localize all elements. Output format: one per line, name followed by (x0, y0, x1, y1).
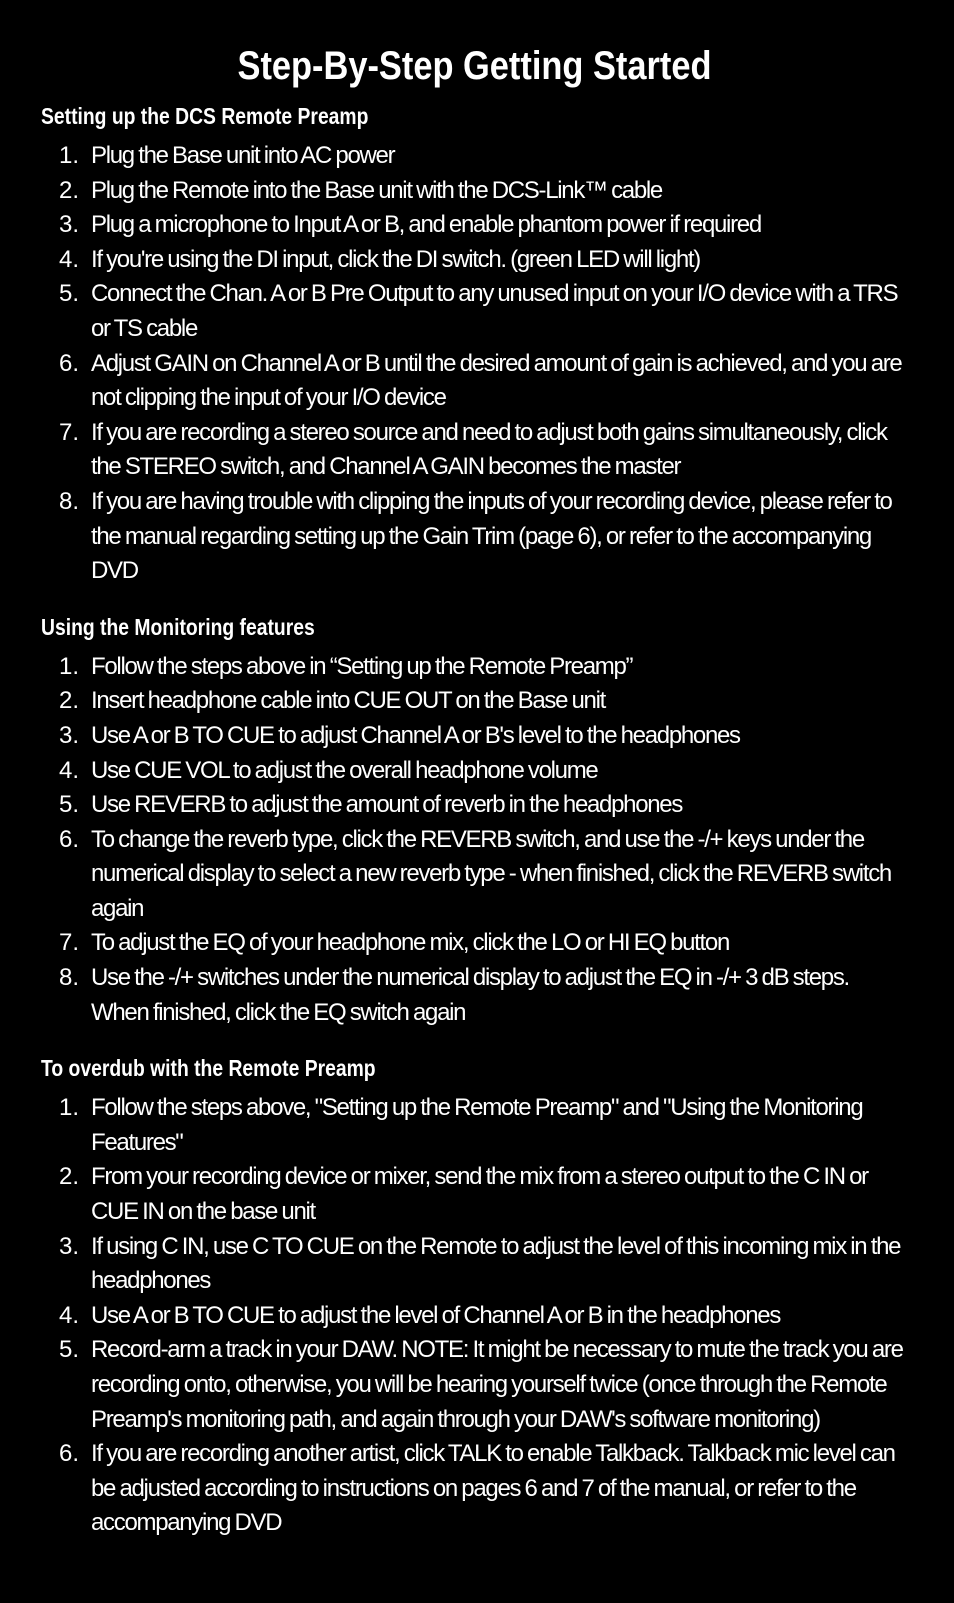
steps-list (41, 139, 908, 589)
step-number: 1. (58, 652, 79, 680)
step-number: 7. (58, 929, 79, 957)
step-text: Adjust GAIN on Channel A or B until the desired amount of gain is achieved, and you are not clipping the input of your I/O device (91, 349, 902, 412)
step-text: Use A or B TO CUE to adjust the level of Channel A or B in the headphones (91, 1301, 781, 1329)
step-number: 3. (58, 1232, 79, 1260)
instruction-section (41, 100, 908, 589)
list-item (41, 139, 908, 174)
step-number: 4. (58, 756, 79, 784)
list-item (41, 1091, 908, 1160)
step-number: 2. (58, 687, 79, 715)
step-text: Follow the steps above in “Setting up the Remote Preamp” (91, 652, 633, 680)
step-text: Plug the Remote into the Base unit with the DCS-Link™ cable (91, 176, 662, 204)
step-number: 5. (58, 791, 79, 819)
list-item (41, 1160, 908, 1229)
step-text: Insert headphone cable into CUE OUT on the Base unit (91, 687, 605, 715)
step-number: 6. (58, 349, 79, 377)
step-number: 5. (58, 280, 79, 308)
instruction-section (41, 611, 908, 1031)
step-text: Plug the Base unit into AC power (91, 142, 395, 169)
step-number: 3. (58, 721, 79, 749)
list-item (41, 243, 908, 278)
list-item (41, 650, 908, 685)
step-number: 2. (58, 176, 79, 204)
step-number: 7. (58, 418, 79, 446)
step-text: If using C IN, use C TO CUE on the Remote to adjust the level of this incoming mix in the headphones (91, 1232, 901, 1295)
step-text: If you are recording another artist, click TALK to enable Talkback. Talkback mic level can be adjusted according to instructions on pages 6 and 7 of the manual, or refer to the accompanying DVD (91, 1440, 895, 1537)
step-text: Use A or B TO CUE to adjust Channel A or B's level to the headphones (91, 721, 740, 749)
step-text: To adjust the EQ of your headphone mix, click the LO or HI EQ button (91, 929, 729, 957)
section-heading: To overdub with the Remote Preamp (41, 1055, 376, 1082)
step-text: If you're using the DI input, click the DI switch. (green LED will light) (91, 245, 700, 273)
list-item (41, 1299, 908, 1334)
step-number: 1. (58, 1094, 79, 1122)
list-item (41, 684, 908, 719)
step-text: To change the reverb type, click the REVERB switch, and use the -/+ keys under the numerical display to select a new reverb type - when finished, click the REVERB switch again (91, 825, 891, 922)
step-text: Use CUE VOL to adjust the overall headphone volume (91, 756, 598, 784)
list-item (41, 1333, 908, 1437)
step-number: 1. (58, 142, 79, 169)
step-number: 8. (58, 487, 79, 515)
step-text: Record-arm a track in your DAW. NOTE: It might be necessary to mute the track you are recording onto, otherwise, you will be hearing yourself twice (once through the Remote Preamp's monitoring path, and again through your DAW's software monitoring) (91, 1336, 903, 1433)
step-text: If you are recording a stereo source and need to adjust both gains simultaneously, click the STEREO switch, and Channel A GAIN becomes the master (91, 418, 887, 481)
page-title: Step-By-Step Getting Started (237, 44, 712, 88)
list-item (41, 485, 908, 589)
list-item (41, 347, 908, 416)
step-text: Use the -/+ switches under the numerical display to adjust the EQ in -/+ 3 dB steps. When finished, click the EQ switch again (91, 964, 849, 1026)
step-text: Follow the steps above, "Setting up the Remote Preamp" and "Using the Monitoring Features" (91, 1094, 863, 1156)
steps-list (41, 1091, 908, 1541)
step-number: 6. (58, 1440, 79, 1468)
step-text: Plug a microphone to Input A or B, and enable phantom power if required (91, 211, 761, 239)
sections-container (41, 100, 908, 1541)
step-number: 8. (58, 964, 79, 992)
list-item (41, 926, 908, 961)
step-text: Use REVERB to adjust the amount of reverb in the headphones (91, 791, 683, 819)
list-item (41, 208, 908, 243)
list-item (41, 823, 908, 927)
section-heading: Using the Monitoring features (41, 613, 315, 640)
step-number: 2. (58, 1163, 79, 1191)
list-item (41, 754, 908, 789)
list-item (41, 174, 908, 209)
list-item (41, 416, 908, 485)
list-item (41, 1437, 908, 1541)
steps-list (41, 650, 908, 1031)
step-text: If you are having trouble with clipping the inputs of your recording device, please refer to the manual regarding setting up the Gain Trim (page 6), or refer to the accompanying DVD (91, 487, 892, 585)
list-item (41, 277, 908, 346)
list-item (41, 1230, 908, 1299)
list-item (41, 788, 908, 823)
step-number: 6. (58, 825, 79, 853)
section-heading: Setting up the DCS Remote Preamp (41, 103, 369, 129)
instruction-section (41, 1052, 908, 1541)
step-number: 4. (58, 1301, 79, 1329)
step-number: 3. (58, 211, 79, 239)
list-item (41, 961, 908, 1030)
step-number: 5. (58, 1336, 79, 1364)
list-item (41, 719, 908, 754)
step-text: From your recording device or mixer, send the mix from a stereo output to the C IN or CUE IN on the base unit (91, 1163, 868, 1226)
step-text: Connect the Chan. A or B Pre Output to any unused input on your I/O device with a TRS or TS cable (91, 280, 898, 342)
step-number: 4. (58, 245, 79, 273)
